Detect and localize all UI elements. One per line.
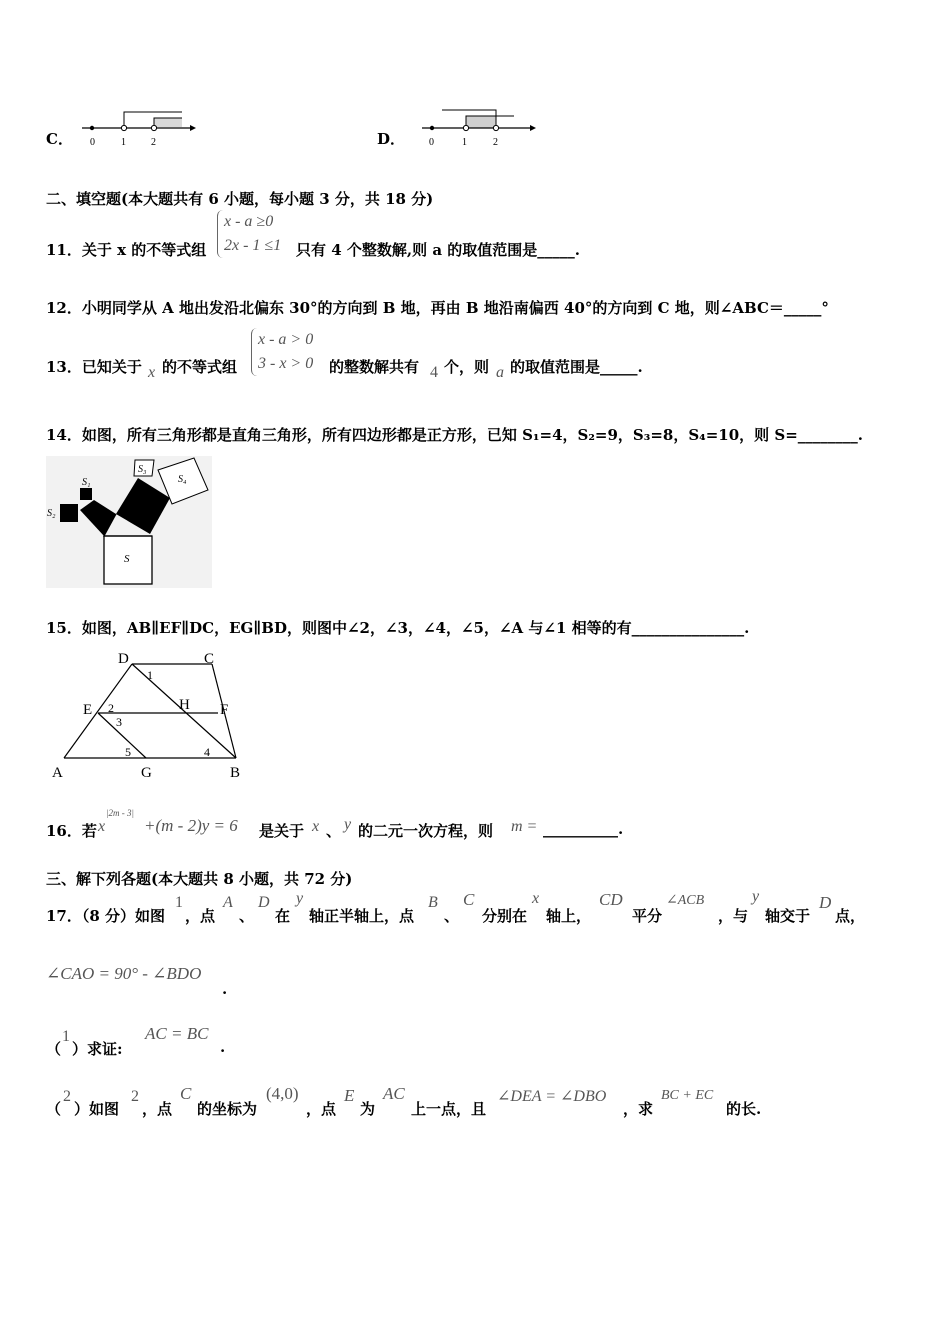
q17-a: 17．（8 分）如图: [46, 907, 166, 925]
q17-cd: CD: [599, 890, 623, 909]
q15-angle-5: 5: [125, 745, 131, 759]
option-c-zero-dot: [90, 126, 94, 130]
q13-text3: 个，则: [444, 358, 490, 376]
option-c-arrow: [190, 125, 196, 131]
option-d-open-1: [463, 125, 468, 130]
q17-i: 轴交于: [765, 907, 811, 925]
q17-p2-sum: BC + EC: [661, 1088, 714, 1103]
q12-text: 12．小明同学从 A 地出发沿北偏东 30°的方向到 B 地，再由 B 地沿南偏西 40°的方向到 C 地，则∠ABC＝_____°: [46, 299, 829, 317]
q17-condition-dot: .: [222, 980, 228, 998]
q15-angle-1: 1: [147, 668, 153, 682]
q17-sep1: 、: [239, 907, 255, 925]
q17-c: 在: [275, 907, 291, 925]
q17-p2-fig: 2: [131, 1088, 139, 1105]
q15-pt-g: G: [141, 765, 152, 781]
q15-pt-d: D: [118, 651, 129, 667]
q15-line-ad: [64, 664, 132, 758]
q11-ineq2: 2x - 1 ≤1: [224, 237, 282, 254]
q15-pt-f: F: [220, 702, 229, 718]
q17-y-axis: y: [296, 890, 304, 907]
q17-p1-text: ）求证:: [72, 1040, 123, 1058]
q17-b: ，点: [185, 907, 216, 925]
q17-d: 轴正半轴上，点: [309, 907, 415, 925]
option-d-open-2: [493, 125, 498, 130]
q17-p2-c: 的坐标为: [197, 1100, 258, 1118]
q17-p2-num: 2: [63, 1088, 71, 1105]
q17-fig1-num: 1: [175, 894, 183, 911]
q13-num: 4: [430, 364, 438, 381]
q13-suffix: 的取值范围是_____.: [510, 358, 643, 376]
q17-pt-b: B: [428, 894, 438, 911]
q15-line-eg: [98, 713, 146, 758]
option-c-open-2: [151, 125, 156, 130]
q17-p2-ac: AC: [383, 1084, 405, 1103]
option-c-tick-1: 1: [121, 137, 126, 148]
option-d-tick-2: 2: [493, 137, 498, 148]
q17-p2-a: ）如图: [74, 1100, 120, 1118]
q17-p2-e: 为: [360, 1100, 376, 1118]
q16-mid: 是关于: [259, 822, 305, 840]
q11-ineq1: x - a ≥0: [224, 213, 274, 230]
q14-label-s: S: [124, 553, 130, 565]
q17-x-axis: x: [532, 890, 540, 907]
option-d-label: D．: [377, 130, 406, 148]
q17-p1-open: （: [46, 1040, 62, 1058]
q17-h: ，与: [718, 907, 749, 925]
q16-equation: +(m - 2)y = 6: [144, 816, 238, 835]
q17-p1-num: 1: [62, 1028, 70, 1045]
q13-text2: 的整数解共有: [329, 358, 420, 376]
q13-ineq1: x - a > 0: [258, 331, 314, 348]
option-d-tick-1: 1: [462, 137, 467, 148]
q16-exponent: |2m - 3|: [106, 808, 134, 818]
q13-ineq2: 3 - x > 0: [258, 355, 314, 372]
q15-figure: [46, 646, 256, 786]
q17-p2-angle: ∠DEA = ∠DBO: [497, 1088, 607, 1105]
option-d-number-line: [418, 106, 538, 150]
q15-angle-4: 4: [204, 745, 210, 759]
option-c-tick-2: 2: [151, 137, 156, 148]
q17-p2-b: ，点: [142, 1100, 173, 1118]
q17-p2-g: ，求: [623, 1100, 654, 1118]
q11-system: [217, 210, 281, 258]
q17-pt-c: C: [463, 890, 475, 909]
q13-var-x: x: [148, 364, 156, 381]
q17-pt-d2: D: [819, 893, 832, 912]
q16-m: m =: [511, 818, 538, 835]
q17-p2-c-pt: C: [180, 1084, 192, 1103]
q14-text: 14．如图，所有三角形都是直角三角形，所有四边形都是正方形，已知 S₁=4，S₂=9，S₃=8，S₄=10，则 S=________.: [46, 426, 864, 444]
option-d-shade: [466, 116, 496, 128]
q14-label-s1: S₁: [82, 477, 91, 488]
q17-p2-e-pt: E: [344, 1086, 355, 1105]
q17-p2-h: 的长.: [726, 1100, 762, 1118]
q16-text2: 的二元一次方程，则: [358, 822, 494, 840]
q14-figure: [46, 456, 212, 588]
q16-sep: 、: [326, 822, 342, 840]
q17-pt-a: A: [223, 894, 233, 911]
option-c-label: C．: [46, 130, 73, 148]
q17-p2-f: 上一点，且: [411, 1100, 487, 1118]
q15-pt-c: C: [204, 651, 215, 667]
q14-label-s3: S₃: [138, 464, 147, 475]
q17-y-axis2: y: [752, 888, 760, 905]
q17-angle-acb: ∠ACB: [666, 893, 705, 908]
q15-pt-a: A: [52, 765, 63, 781]
q15-pt-h: H: [179, 697, 190, 713]
q11-suffix: 只有 4 个整数解,则 a 的取值范围是_____.: [296, 241, 580, 259]
q14-label-s2: S₂: [47, 508, 56, 519]
q13-var-a: a: [496, 364, 504, 381]
q17-p2-d: ，点: [306, 1100, 337, 1118]
q17-sep2: 、: [444, 907, 460, 925]
q17-p2-open: （: [46, 1100, 62, 1118]
q17-p1-eq: AC = BC: [145, 1024, 209, 1043]
q13-prefix: 13．已知关于: [46, 358, 142, 376]
q16-x: x: [98, 818, 106, 835]
q15-angle-2: 2: [108, 701, 114, 715]
q15-pt-b: B: [230, 765, 241, 781]
q14-label-s4: S₄: [178, 474, 187, 485]
section2-title: 二、填空题(本大题共有 6 小题，每小题 3 分，共 18 分): [46, 190, 434, 208]
q16-var-y: y: [344, 816, 352, 833]
q17-p1-dot: .: [220, 1038, 226, 1056]
q17-pt-d: D: [258, 894, 270, 911]
q17-condition: ∠CAO = 90° - ∠BDO: [46, 964, 202, 983]
q11-prefix: 11．关于 x 的不等式组: [46, 241, 207, 259]
option-c-open-1: [121, 125, 126, 130]
option-c-number-line: [78, 108, 198, 150]
q14-square-s2: [60, 504, 78, 522]
q15-pt-e: E: [83, 702, 93, 718]
q17-e: 分别在: [482, 907, 528, 925]
q14-square-s1: [80, 488, 92, 500]
option-c-shade: [154, 118, 182, 127]
q17-f: 轴上，: [546, 907, 592, 925]
option-d-tick-0: 0: [429, 137, 434, 148]
q17-g: 平分: [632, 907, 663, 925]
q17-p2-coord: (4,0): [266, 1084, 299, 1103]
q16-prefix: 16．若: [46, 822, 97, 840]
q13-system: [251, 328, 313, 376]
q17-j: 点，: [835, 907, 866, 925]
option-c-tick-0: 0: [90, 137, 95, 148]
option-d-zero-dot: [430, 126, 434, 130]
section3-title: 三、解下列各题(本大题共 8 小题，共 72 分): [46, 870, 353, 888]
q16-suffix: __________.: [543, 820, 624, 838]
q15-angle-3: 3: [116, 715, 122, 729]
q16-var-x: x: [312, 818, 320, 835]
q13-mid: 的不等式组: [162, 358, 238, 376]
q15-text: 15．如图，AB∥EF∥DC，EG∥BD，则图中∠2，∠3，∠4，∠5，∠A 与∠1 相等的有_______________.: [46, 619, 750, 637]
option-d-arrow: [530, 125, 536, 131]
